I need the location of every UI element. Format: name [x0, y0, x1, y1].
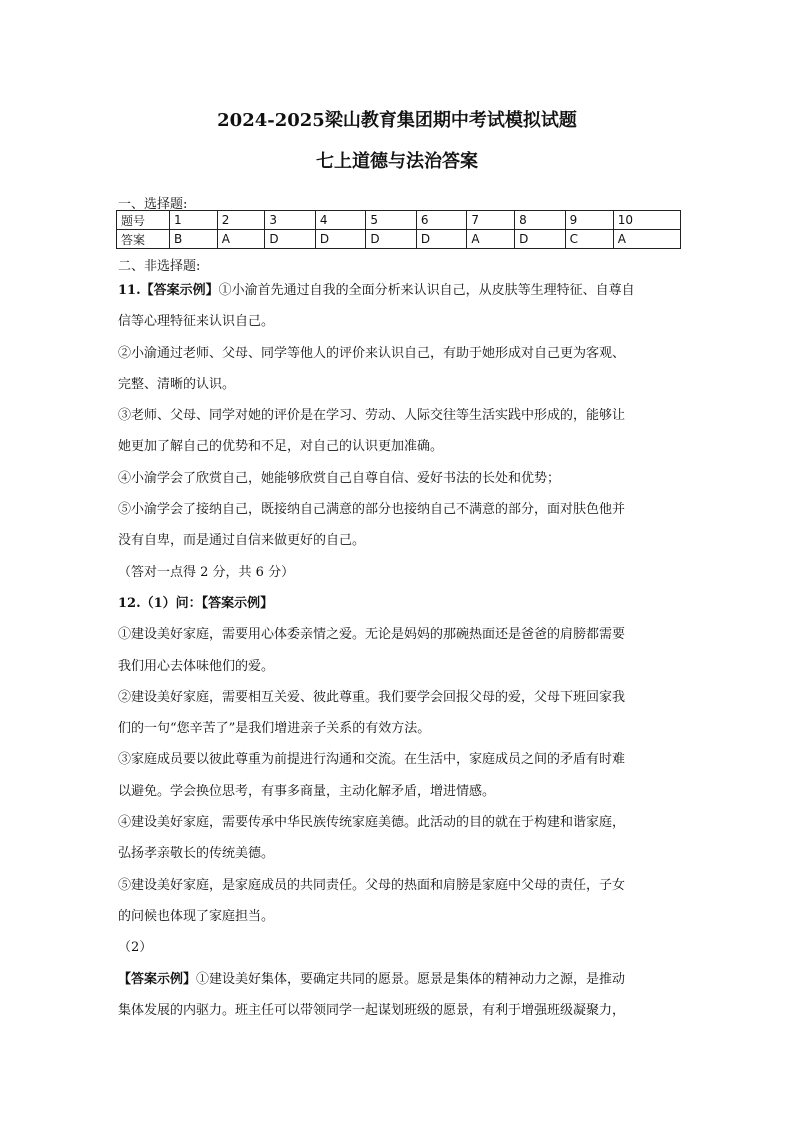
paragraph-line: 信等心理特征来认识自己。 [118, 314, 275, 330]
paragraph-line: ①建设美好家庭，需要用心体委亲情之爱。无论是妈妈的那碗热面还是爸爸的肩膀都需要 [118, 627, 626, 643]
answer-cell: B [170, 230, 218, 249]
answer-text: ①建设美好集体，要确定共同的愿景。愿景是集体的精神动力之源，是推动 [196, 971, 626, 987]
page-subtitle: 七上道德与法治答案 [316, 151, 478, 172]
section-heading-nonchoice: 二、非选择题: [118, 259, 201, 274]
paragraph-line: ③老师、父母、同学对她的评价是在学习、劳动、人际交往等生活实践中形成的，能够让 [118, 408, 626, 424]
paragraph-line: ④建设美好家庭，需要传承中华民族传统家庭美德。此活动的目的就在于构建和谐家庭， [118, 815, 626, 831]
question-number: 10 [613, 211, 680, 230]
answer-cell: D [366, 230, 417, 249]
question-number: 6 [416, 211, 467, 230]
paragraph-line: 集体发展的内驱力。班主任可以带领同学一起谋划班级的愿景，有利于增强班级凝聚力， [118, 1002, 626, 1018]
subquestion-label: （2） [118, 940, 153, 956]
paragraph-line: 完整、清晰的认识。 [118, 376, 236, 392]
answer-example-head: 【答案示例】 [118, 971, 197, 987]
score-note: （答对一点得 2 分，共 6 分） [118, 564, 295, 580]
paragraph-line: ②小渝通过老师、父母、同学等他人的评价来认识自己，有助于她形成对自己更为客观、 [118, 345, 626, 361]
row-label-number: 题号 [117, 211, 170, 230]
paragraph-line: 们的一句“您辛苦了”是我们增进亲子关系的有效方法。 [118, 721, 431, 737]
question-number: 3 [265, 211, 316, 230]
answer-cell: D [416, 230, 467, 249]
paragraph-line: 的问候也体现了家庭担当。 [118, 908, 275, 924]
paragraph-line: 我们用心去体味他们的爱。 [118, 658, 275, 674]
paragraph-line: 没有自卑，而是通过自信来做更好的自己。 [118, 533, 366, 549]
table-row [117, 230, 681, 249]
answer-cell: A [467, 230, 515, 249]
paragraph-line: 以避免。学会换位思考，有事多商量，主动化解矛盾，增进情感。 [118, 783, 496, 799]
section-heading-choice: 一、选择题: [118, 197, 188, 212]
answer-cell: D [315, 230, 366, 249]
row-label-answer: 答案 [117, 230, 170, 249]
question-number: 1 [170, 211, 218, 230]
answer-cell: D [515, 230, 566, 249]
paragraph-line: ④小渝学会了欣赏自己，她能够欣赏自己自尊自信、爱好书法的长处和优势； [118, 470, 561, 486]
answer-cell: C [565, 230, 613, 249]
paragraph-line [118, 964, 678, 995]
page-title: 2024-2025梁山教育集团期中考试模拟试题 [217, 110, 577, 131]
answer-cell: A [613, 230, 680, 249]
paragraph-line: 她更加了解自己的优势和不足，对自己的认识更加准确。 [118, 439, 444, 455]
question-head: 12.（1）问：【答案示例】 [118, 595, 274, 611]
question-number: 7 [467, 211, 515, 230]
question-number: 2 [217, 211, 265, 230]
paragraph-line: ②建设美好家庭，需要相互关爱、彼此尊重。我们要学会回报父母的爱，父母下班回家我 [118, 689, 626, 705]
question-number: 4 [315, 211, 366, 230]
paragraph-line: ⑤小渝学会了接纳自己，既接纳自己满意的部分也接纳自己不满意的部分，面对肤色他并 [118, 502, 626, 518]
answer-body [118, 275, 678, 1026]
paragraph-line [118, 275, 678, 306]
question-number: 5 [366, 211, 417, 230]
table-row [117, 211, 681, 230]
question-head: 11.【答案示例】 [118, 283, 219, 298]
answer-table [116, 210, 681, 249]
paragraph-line: ⑤建设美好家庭，是家庭成员的共同责任。父母的热面和肩膀是家庭中父母的责任，子女 [118, 877, 626, 893]
answer-cell: D [265, 230, 316, 249]
paragraph-line: ③家庭成员要以彼此尊重为前提进行沟通和交流。在生活中，家庭成员之间的矛盾有时难 [118, 752, 626, 768]
answer-cell: A [217, 230, 265, 249]
question-number: 9 [565, 211, 613, 230]
answer-text: ①小渝首先通过自我的全面分析来认识自己，从皮肤等生理特征、自尊自 [218, 283, 635, 298]
paragraph-line: 弘扬孝亲敬长的传统美德。 [118, 846, 275, 862]
question-number: 8 [515, 211, 566, 230]
